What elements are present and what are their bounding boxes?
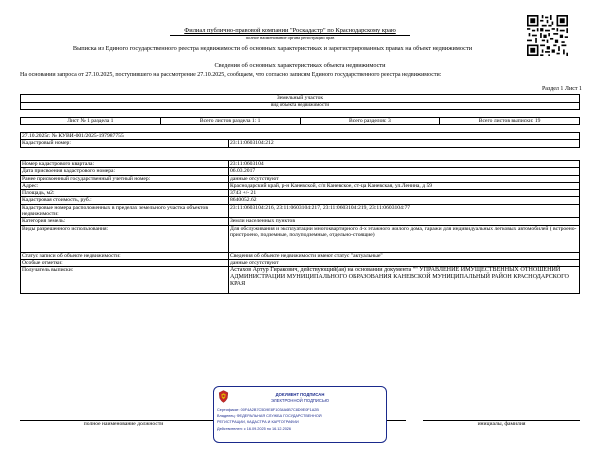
- qr-code-icon: [527, 15, 568, 56]
- object-type-caption: вид объекта недвижимости: [21, 103, 580, 110]
- row-label: Ранее присвоенный государственный учетный номер:: [21, 175, 229, 182]
- row-label: Статус записи об объекте недвижимости:: [21, 252, 229, 259]
- stamp-line2: ЭЛЕКТРОННОЙ ПОДПИСЬЮ: [271, 398, 329, 403]
- row-label: Получатель выписки:: [21, 267, 229, 294]
- row-value: Краснодарский край, р-н Каневской, с/п Каневское, ст-ца Каневская, ул.Ленина, д 59: [229, 182, 580, 189]
- row-label: Категория земель:: [21, 218, 229, 225]
- table-row: [21, 225, 580, 252]
- sheet-info-table: [20, 117, 580, 125]
- row-value: 3743 +/- 21: [229, 190, 580, 197]
- table-row: [21, 175, 580, 182]
- row-value: 23:11:0603104: [229, 161, 580, 168]
- request-basis: На основании запроса от 27.10.2025, поступившего на рассмотрение 27.10.2025, сообщаем, что согласно записям Единого государственного реестра недвижимости:: [20, 72, 442, 78]
- row-label: Особые отметки:: [21, 259, 229, 266]
- section-sheet-label: Раздел 1 Лист 1: [541, 86, 582, 92]
- row-value: Астахов Артур Гиракович, действующий(ая) на основании документа "" УПРАВЛЕНИЕ ИМУЩЕСТВЕННЫХ ОТНОШЕНИЙ АДМИНИСТРАЦИИ МУНИЦИПАЛЬНОГО ОБРАЗОВАНИЯ КАНЕВСКОЙ МУНИЦИПАЛЬНЫЙ РАЙОН КРАСНОДАРСКОГО КРАЯ: [229, 267, 580, 294]
- row-value: 8640052.62: [229, 197, 580, 204]
- table-row: [21, 218, 580, 225]
- stamp-line1: ДОКУМЕНТ ПОДПИСАН: [275, 392, 325, 397]
- object-type-table: [20, 94, 580, 110]
- row-label: Дата присвоения кадастрового номера:: [21, 168, 229, 175]
- position-blank: [20, 410, 227, 421]
- row-value: Для обслуживания и эксплуатации многоквартирного 4-х этажного жилого дома, гаражи для индивидуальных легковых автомобилей ( встроено-пристроено, подземные, полуподземные, отдельно-стоящие): [229, 225, 580, 252]
- total-sections: Всего разделов: 3: [300, 118, 440, 125]
- date-number: 27.10.2025г. № КУВИ-001/2025-197987755: [21, 133, 580, 140]
- row-label: Виды разрешенного использования:: [21, 225, 229, 252]
- object-type: Земельный участок: [21, 95, 580, 103]
- table-row: [21, 204, 580, 218]
- row-value: Сведения об объекте недвижимости имеют статус "актуальные": [229, 252, 580, 259]
- row-value: данные отсутствуют: [229, 175, 580, 182]
- stamp-owner-2: РЕГИСТРАЦИИ, КАДАСТРА И КАРТОГРАФИИ: [217, 420, 299, 424]
- row-value: данные отсутствуют: [229, 259, 580, 266]
- total-sheets-extract: Всего листов выписки: 19: [440, 118, 580, 125]
- organization-name: Филиал публично-правовой компании "Роскадастр" по Краснодарскому краю: [184, 27, 396, 34]
- extract-title: Выписка из Единого государственного реестра недвижимости об основных характеристиках и зарегистрированных правах на объект недвижимости: [72, 45, 473, 52]
- table-row: [21, 190, 580, 197]
- total-sheets-section: Всего листов раздела 1: 1: [160, 118, 300, 125]
- table-row: [21, 259, 580, 266]
- spacer: [406, 410, 423, 421]
- row-label: Адрес:: [21, 182, 229, 189]
- cadastral-number-value: 23:11:0603104:212: [229, 140, 580, 147]
- row-label: Кадастровые номера расположенных в пределах земельного участка объектов недвижимости:: [21, 204, 229, 218]
- row-label: Площадь, м2:: [21, 190, 229, 197]
- sheet-number: Лист № 1 раздела 1: [21, 118, 161, 125]
- cadastral-number-label: Кадастровый номер:: [21, 140, 229, 147]
- name-blank: [423, 410, 580, 421]
- row-value: 06.03.2017: [229, 168, 580, 175]
- cadastral-header-table: [20, 132, 580, 148]
- spacer: [406, 421, 423, 432]
- table-row: [21, 267, 580, 294]
- table-row: [21, 252, 580, 259]
- row-label: Номер кадастрового квартала:: [21, 161, 229, 168]
- table-row: [21, 161, 580, 168]
- info-title: Сведения об основных характеристиках объекта недвижимости: [214, 62, 386, 69]
- organization-caption: полное наименование органа регистрации прав: [245, 35, 335, 40]
- position-caption: полное наименование должности: [83, 421, 164, 427]
- row-value: 23:11:0603104:216, 23:11:0603104:217, 23:11:0603104:219, 23:11:0603104:77: [229, 204, 580, 218]
- table-row: [21, 168, 580, 175]
- table-row: [21, 182, 580, 189]
- name-caption: инициалы, фамилия: [477, 421, 526, 427]
- stamp-certificate: Сертификат: 00F4A2B7C5D9E8F1034A6B7C8D9E0F1A2B: [217, 408, 319, 412]
- electronic-signature-stamp: [213, 386, 387, 443]
- row-value: Земли населенных пунктов: [229, 218, 580, 225]
- stamp-owner: Владелец: ФЕДЕРАЛЬНАЯ СЛУЖБА ГОСУДАРСТВЕННОЙ: [217, 414, 322, 418]
- table-row: [21, 197, 580, 204]
- row-label: Кадастровая стоимость, руб.:: [21, 197, 229, 204]
- characteristics-table: [20, 160, 580, 294]
- stamp-validity: Действителен: с 16.09.2025 по 16.12.2026: [217, 427, 292, 431]
